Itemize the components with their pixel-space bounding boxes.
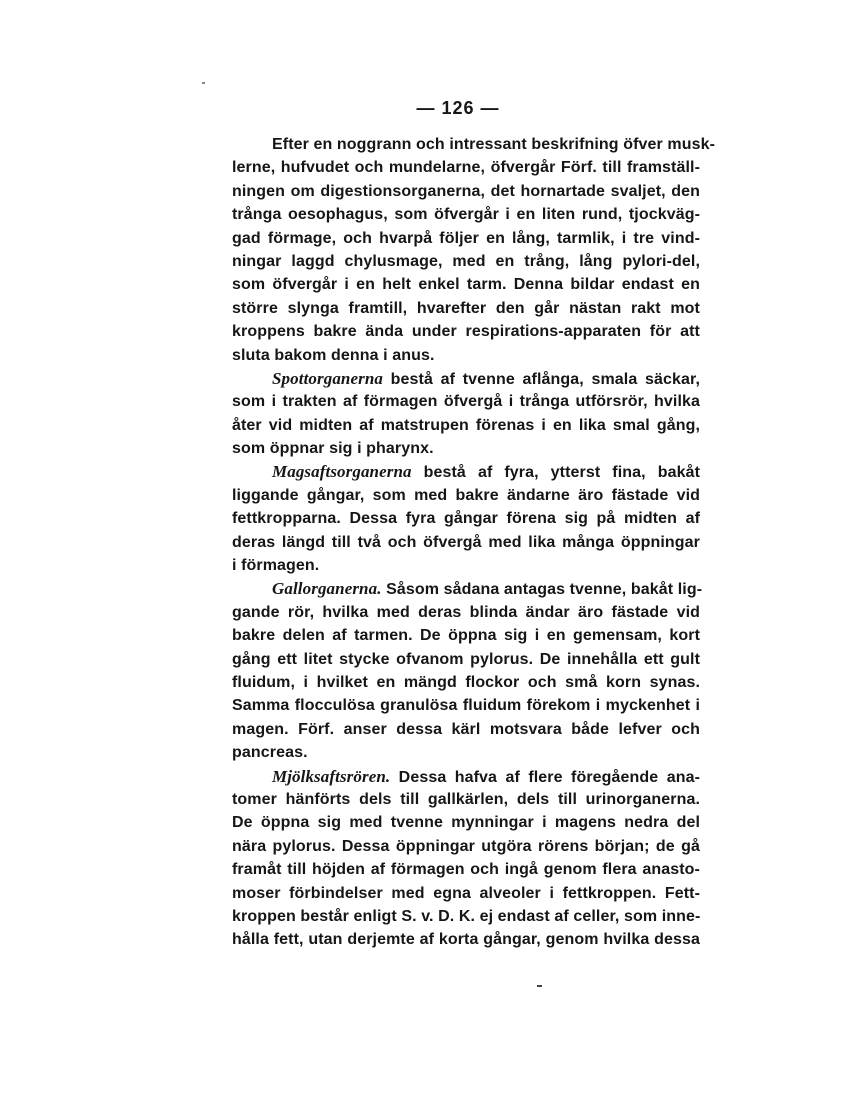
- section-heading: Mjölksaftsrören.: [272, 766, 391, 786]
- text-line: [232, 180, 700, 203]
- text-segment: som öfvergår i en helt enkel tarm. Denna bildar endast en: [232, 276, 700, 294]
- text-line: [232, 507, 700, 530]
- text-line: [232, 156, 700, 179]
- text-segment: framåt till höjden af förmagen och ingå genom flera anasto-: [232, 861, 700, 879]
- text-segment: magen. Förf. anser dessa kärl motsvara både lefver och: [232, 720, 700, 738]
- text-segment: som i trakten af förmagen öfvergå i trånga utförsrör, hvilka: [232, 393, 700, 411]
- text-segment: nära pylorus. Dessa öppningar utgöra rörens början; de gå: [232, 837, 700, 855]
- text-line: [232, 788, 700, 811]
- text-line: [232, 601, 700, 624]
- text-segment: Såsom sådana antagas tvenne, bakåt lig-: [381, 581, 703, 599]
- text-line: [232, 460, 700, 483]
- text-segment: kroppen består enligt S. v. D. K. ej endast af celler, som inne-: [232, 907, 701, 925]
- text-segment: fluidum, i hvilket en mängd flockor och små korn synas.: [232, 673, 700, 691]
- text-line: [232, 928, 700, 951]
- text-segment: pancreas.: [232, 744, 308, 762]
- text-line: [232, 671, 700, 694]
- text-line: [232, 414, 700, 437]
- text-segment: moser förbindelser med egna alveoler i fettkroppen. Fett-: [232, 884, 700, 902]
- text-line: [232, 835, 700, 858]
- text-segment: som öppnar sig i pharynx.: [232, 440, 434, 458]
- text-segment: ningar laggd chylusmage, med en trång, lång pylori-del,: [232, 252, 700, 270]
- text-line: [232, 577, 703, 600]
- text-line: [232, 811, 700, 834]
- text-segment: liggande gångar, som med bakre ändarne äro fästade vid: [232, 486, 700, 504]
- text-segment: Samma flocculösa granulösa fluidum förekom i myckenhet i: [232, 697, 700, 715]
- text-segment: tomer hänförts dels till gallkärlen, dels till urinorganerna.: [232, 790, 700, 808]
- text-segment: De öppna sig med tvenne mynningar i magens nedra del: [232, 814, 700, 832]
- text-line: [232, 437, 700, 460]
- text-segment: bestå af fyra, ytterst fina, bakåt: [411, 464, 700, 482]
- text-line: [232, 765, 700, 788]
- text-segment: hålla fett, utan derjemte af korta gångar, genom hvilka dessa: [232, 931, 700, 949]
- text-line: [232, 531, 700, 554]
- text-segment: kroppens bakre ända under respirations-apparaten för att: [232, 323, 700, 341]
- text-segment: trånga oesophagus, som öfvergår i en liten rund, tjockväg-: [232, 206, 700, 224]
- section-heading: Gallorganerna.: [272, 579, 382, 599]
- body-text: [232, 133, 716, 952]
- section-heading: Spottorganerna: [272, 368, 383, 388]
- text-line: [232, 320, 700, 343]
- text-line: [232, 133, 716, 156]
- text-line: [232, 554, 700, 577]
- text-line: [232, 858, 700, 881]
- text-line: [232, 227, 700, 250]
- text-line: [232, 203, 700, 226]
- text-segment: bakre delen af tarmen. De öppna sig i en gemensam, kort: [232, 627, 700, 645]
- text-segment: större slynga framtill, hvarefter den går nästan rakt mot: [232, 299, 700, 317]
- text-line: [232, 741, 700, 764]
- text-line: [232, 297, 700, 320]
- margin-speck: [202, 82, 205, 84]
- text-line: [232, 882, 700, 905]
- signature-mark: [537, 985, 542, 987]
- text-segment: fettkropparna. Dessa fyra gångar förena sig på midten af: [232, 510, 700, 528]
- text-segment: gad förmage, och hvarpå följer en lång, tarmlik, i tre vind-: [232, 229, 700, 247]
- text-line: [232, 273, 700, 296]
- text-segment: Efter en noggrann och intressant beskrifning öfver musk-: [272, 136, 716, 153]
- text-line: [232, 367, 700, 390]
- text-segment: Dessa hafva af flere föregående ana-: [390, 768, 700, 786]
- text-segment: gång ett litet stycke ofvanom pylorus. De innehålla ett gult: [232, 650, 700, 668]
- text-line: [232, 250, 700, 273]
- text-segment: i förmagen.: [232, 557, 320, 575]
- section-heading: Magsaftsorganerna: [272, 462, 412, 482]
- text-line: [232, 344, 700, 367]
- text-segment: lerne, hufvudet och mundelarne, öfvergår Förf. till framställ-: [232, 159, 700, 177]
- text-line: [232, 624, 700, 647]
- text-segment: åter vid midten af matstrupen förenas i en lika smal gång,: [232, 416, 700, 434]
- text-segment: sluta bakom denna i anus.: [232, 346, 435, 364]
- page-number: — 126 —: [416, 98, 500, 118]
- text-segment: gande rör, hvilka med deras blinda ändar äro fästade vid: [232, 603, 700, 621]
- text-line: [232, 390, 700, 413]
- text-line: [232, 905, 700, 928]
- text-line: [232, 484, 700, 507]
- text-line: [232, 648, 700, 671]
- text-line: [232, 694, 700, 717]
- text-segment: bestå af tvenne aflånga, smala säckar,: [383, 370, 700, 388]
- text-segment: deras längd till två och öfvergå med lika många öppningar: [232, 533, 700, 551]
- text-line: [232, 718, 700, 741]
- text-segment: ningen om digestionsorganerna, det hornartade svaljet, den: [232, 182, 700, 200]
